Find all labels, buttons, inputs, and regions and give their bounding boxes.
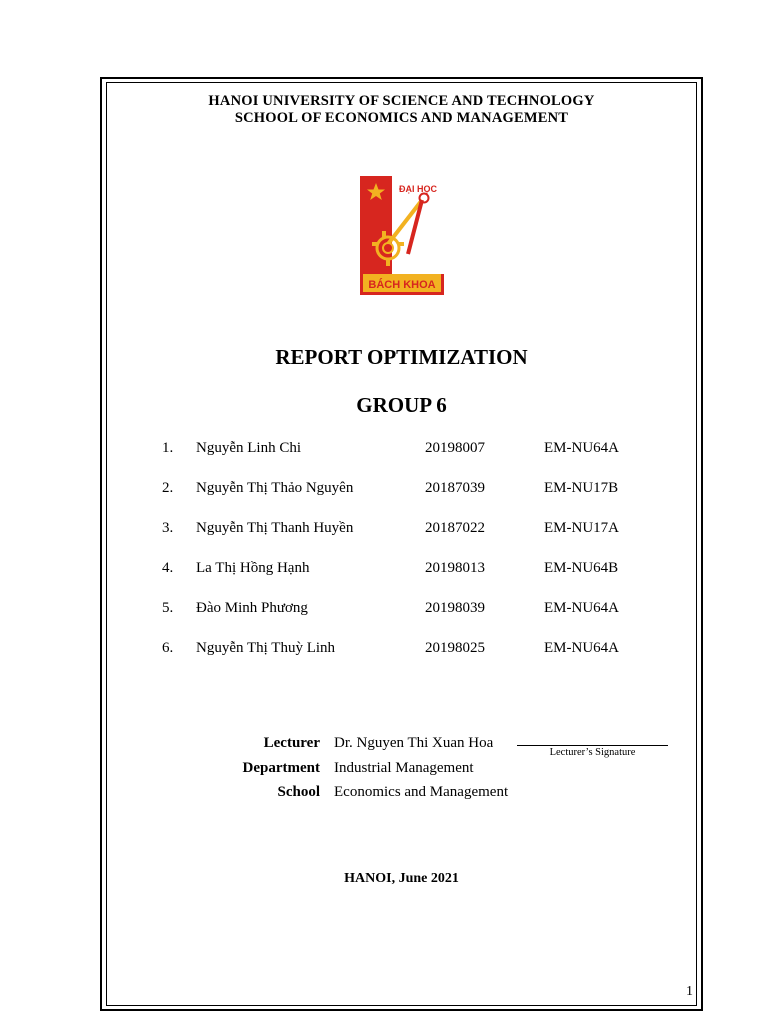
department-label: Department xyxy=(242,760,320,776)
university-logo xyxy=(360,176,444,295)
member-class: EM-NU17A xyxy=(544,520,619,536)
member-class: EM-NU64A xyxy=(544,440,619,456)
member-name: Nguyễn Thị Thanh Huyền xyxy=(196,520,354,536)
lecturer-value: Dr. Nguyen Thi Xuan Hoa xyxy=(334,735,494,751)
member-name: La Thị Hồng Hạnh xyxy=(196,560,310,576)
member-name: Nguyễn Thị Thuỳ Linh xyxy=(196,640,336,656)
school-value: Economics and Management xyxy=(334,784,509,800)
logo-bottom-text: BÁCH KHOA xyxy=(368,279,436,291)
member-number: 4. xyxy=(162,560,174,576)
signature-label: Lecturer’s Signature xyxy=(549,747,636,758)
member-number: 1. xyxy=(162,440,174,456)
member-student-id: 20198013 xyxy=(425,560,485,576)
member-class: EM-NU17B xyxy=(544,480,619,496)
member-row xyxy=(0,640,768,660)
member-number: 2. xyxy=(162,480,174,496)
member-student-id: 20198007 xyxy=(425,440,485,456)
member-student-id: 20187022 xyxy=(425,520,485,536)
member-name: Đào Minh Phương xyxy=(196,600,308,616)
school-label: School xyxy=(277,784,320,800)
member-row xyxy=(0,600,768,620)
school-name: SCHOOL OF ECONOMICS AND MANAGEMENT xyxy=(234,110,569,126)
member-class: EM-NU64A xyxy=(544,600,619,616)
report-title: REPORT OPTIMIZATION xyxy=(275,345,528,369)
report-date: HANOI, June 2021 xyxy=(344,871,459,886)
group-title: GROUP 6 xyxy=(356,393,447,417)
lecturer-label: Lecturer xyxy=(263,735,320,751)
member-student-id: 20198039 xyxy=(425,600,485,616)
member-class: EM-NU64B xyxy=(544,560,619,576)
member-row xyxy=(0,560,768,580)
member-number: 5. xyxy=(162,600,174,616)
page-number: 1 xyxy=(686,984,693,999)
member-row xyxy=(0,520,768,540)
member-name: Nguyễn Thị Thảo Nguyên xyxy=(196,480,354,496)
member-row xyxy=(0,440,768,460)
member-row xyxy=(0,480,768,500)
member-student-id: 20198025 xyxy=(425,640,485,656)
logo-top-text: ĐẠI HỌC xyxy=(399,184,437,194)
member-class: EM-NU64A xyxy=(544,640,619,656)
university-name: HANOI UNIVERSITY OF SCIENCE AND TECHNOLOGY xyxy=(208,93,595,109)
department-value: Industrial Management xyxy=(334,760,474,776)
member-student-id: 20187039 xyxy=(425,480,485,496)
signature-line xyxy=(517,745,668,746)
member-number: 3. xyxy=(162,520,174,536)
member-number: 6. xyxy=(162,640,174,656)
member-name: Nguyễn Linh Chi xyxy=(196,440,301,456)
